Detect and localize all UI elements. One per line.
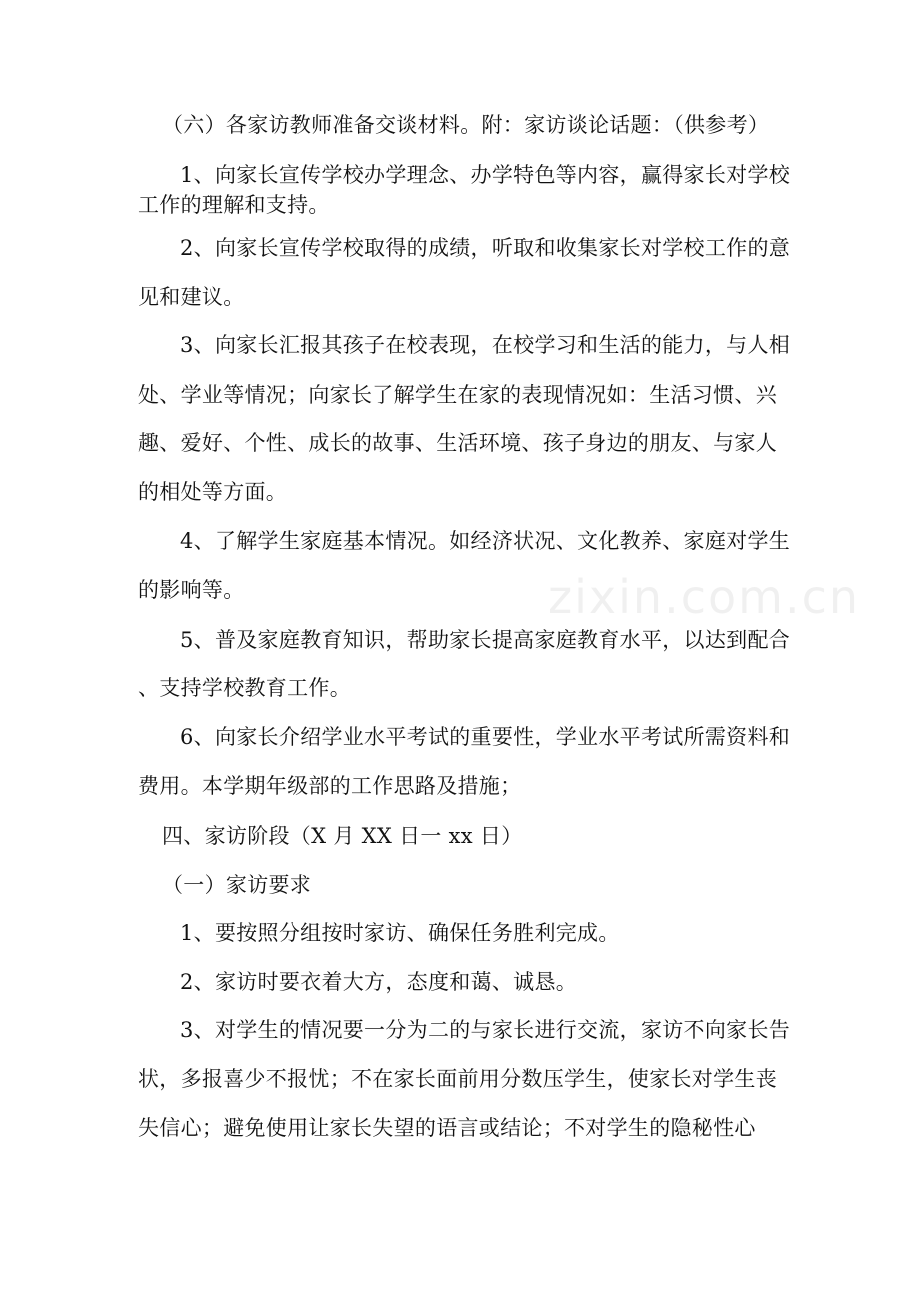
paragraph-line: 费用。本学期年级部的工作思路及措施； [138, 774, 522, 798]
section-heading: （六）各家访教师准备交谈材料。附：家访谈论话题：（供参考） [162, 113, 770, 137]
paragraph-line: 工作的理解和支持。 [138, 193, 330, 217]
paragraph-line: 、支持学校教育工作。 [138, 676, 351, 700]
paragraph-line: 见和建议。 [138, 285, 245, 309]
paragraph-line: 处、学业等情况；向家长了解学生在家的表现情况如：生活习惯、兴 [138, 383, 777, 407]
paragraph-line: 失信心；避免使用让家长失望的语言或结论；不对学生的隐秘性心 [138, 1116, 756, 1140]
paragraph-line: 4、了解学生家庭基本情况。如经济状况、文化教养、家庭对学生 [180, 529, 791, 553]
paragraph-line: 6、向家长介绍学业水平考试的重要性，学业水平考试所需资料和 [180, 725, 791, 749]
paragraph-line: 的相处等方面。 [138, 480, 288, 504]
paragraph-line: 趣、爱好、个性、成长的故事、生活环境、孩子身边的朋友、与家人 [138, 431, 777, 455]
paragraph-line: 1、要按照分组按时家访、确保任务胜利完成。 [180, 921, 620, 945]
paragraph-line: 3、向家长汇报其孩子在校表现，在校学习和生活的能力，与人相 [180, 333, 791, 357]
paragraph-line: 2、向家长宣传学校取得的成绩，听取和收集家长对学校工作的意 [180, 236, 791, 260]
watermark: zixin.com.cn [548, 570, 861, 624]
paragraph-line: 1、向家长宣传学校办学理念、办学特色等内容，赢得家长对学校 [180, 163, 791, 187]
paragraph-line: 状，多报喜少不报忧；不在家长面前用分数压学生，使家长对学生丧 [138, 1067, 777, 1091]
section-heading: 四、家访阶段（X 月 XX 日一 xx 日） [162, 824, 523, 848]
paragraph-line: 3、对学生的情况要一分为二的与家长进行交流，家访不向家长告 [180, 1018, 791, 1042]
subsection-heading: （一）家访要求 [162, 873, 312, 897]
paragraph-line: 5、普及家庭教育知识，帮助家长提高家庭教育水平，以达到配合 [180, 628, 791, 652]
paragraph-line: 的影响等。 [138, 578, 245, 602]
paragraph-line: 2、家访时要衣着大方，态度和蔼、诚恳。 [180, 970, 578, 994]
